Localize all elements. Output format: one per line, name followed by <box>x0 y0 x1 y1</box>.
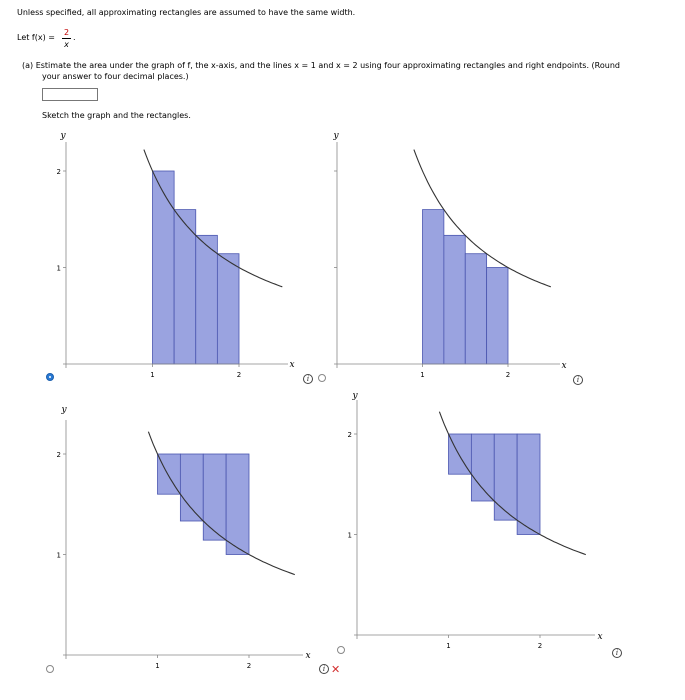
x-axis-label: x <box>597 632 603 642</box>
approximating-rectangle <box>196 235 218 364</box>
y-tick-label: 1 <box>56 264 61 273</box>
info-icon[interactable]: i <box>303 374 313 384</box>
graph-option-a <box>57 131 295 379</box>
approximating-rectangle <box>180 454 203 521</box>
x-tick-label: 2 <box>537 642 543 650</box>
approximating-rectangle <box>217 254 239 364</box>
x-tick-label: 2 <box>236 371 242 379</box>
y-tick-label: 2 <box>56 451 61 459</box>
approximating-rectangle <box>465 254 486 364</box>
x-axis-label: x <box>561 361 567 371</box>
approximating-rectangle <box>517 434 540 535</box>
y-tick-label: 1 <box>347 531 352 540</box>
approximating-rectangle <box>203 454 226 540</box>
radio-option-a[interactable] <box>46 373 54 381</box>
info-icon[interactable]: i <box>319 664 329 674</box>
function-suffix: . <box>73 33 76 42</box>
approximating-rectangle <box>226 454 249 555</box>
y-axis-label: y <box>333 131 339 141</box>
y-tick-label: 2 <box>56 168 61 176</box>
x-tick-label: 1 <box>420 371 425 379</box>
x-tick-label: 1 <box>150 371 155 379</box>
approximating-rectangle <box>423 210 444 364</box>
y-tick-label: 2 <box>347 431 352 439</box>
x-tick-label: 1 <box>446 642 451 650</box>
info-icon[interactable]: i <box>612 648 622 658</box>
approximating-rectangle <box>444 235 465 364</box>
sketch-prompt: Sketch the graph and the rectangles. <box>42 111 191 120</box>
graph-option-c <box>57 405 311 670</box>
function-prefix: Let f(x) = <box>17 33 55 42</box>
graph-option-b <box>332 131 566 379</box>
y-axis-label: y <box>60 131 66 141</box>
approximating-rectangle <box>471 434 494 501</box>
incorrect-mark-icon: ✕ <box>331 663 341 676</box>
info-icon[interactable]: i <box>573 375 583 385</box>
question-a-line1: (a) Estimate the area under the graph of f, the x-axis, and the lines x = 1 and x = 2 using four approximating rectangles and right endpoints. (Round <box>22 61 620 70</box>
approximating-rectangle <box>153 171 175 364</box>
x-tick-label: 1 <box>155 662 160 670</box>
intro-text: Unless specified, all approximating rectangles are assumed to have the same width. <box>17 8 356 17</box>
graph-option-d <box>348 391 603 650</box>
y-axis-label: y <box>61 405 67 415</box>
radio-option-d[interactable] <box>337 646 345 654</box>
radio-option-b[interactable] <box>318 374 326 382</box>
x-tick-label: 2 <box>505 371 511 379</box>
fraction-numerator: 2 <box>63 28 70 37</box>
question-a-line2: your answer to four decimal places.) <box>42 72 189 81</box>
x-tick-label: 2 <box>246 662 252 670</box>
x-axis-label: x <box>289 360 295 370</box>
approximating-rectangle <box>494 434 517 520</box>
y-tick-label: 1 <box>56 551 61 560</box>
x-axis-label: x <box>305 651 311 661</box>
y-axis-label: y <box>352 391 358 401</box>
radio-option-c[interactable] <box>46 665 54 673</box>
approximating-rectangle <box>487 268 508 365</box>
fraction-denominator: x <box>64 40 69 49</box>
